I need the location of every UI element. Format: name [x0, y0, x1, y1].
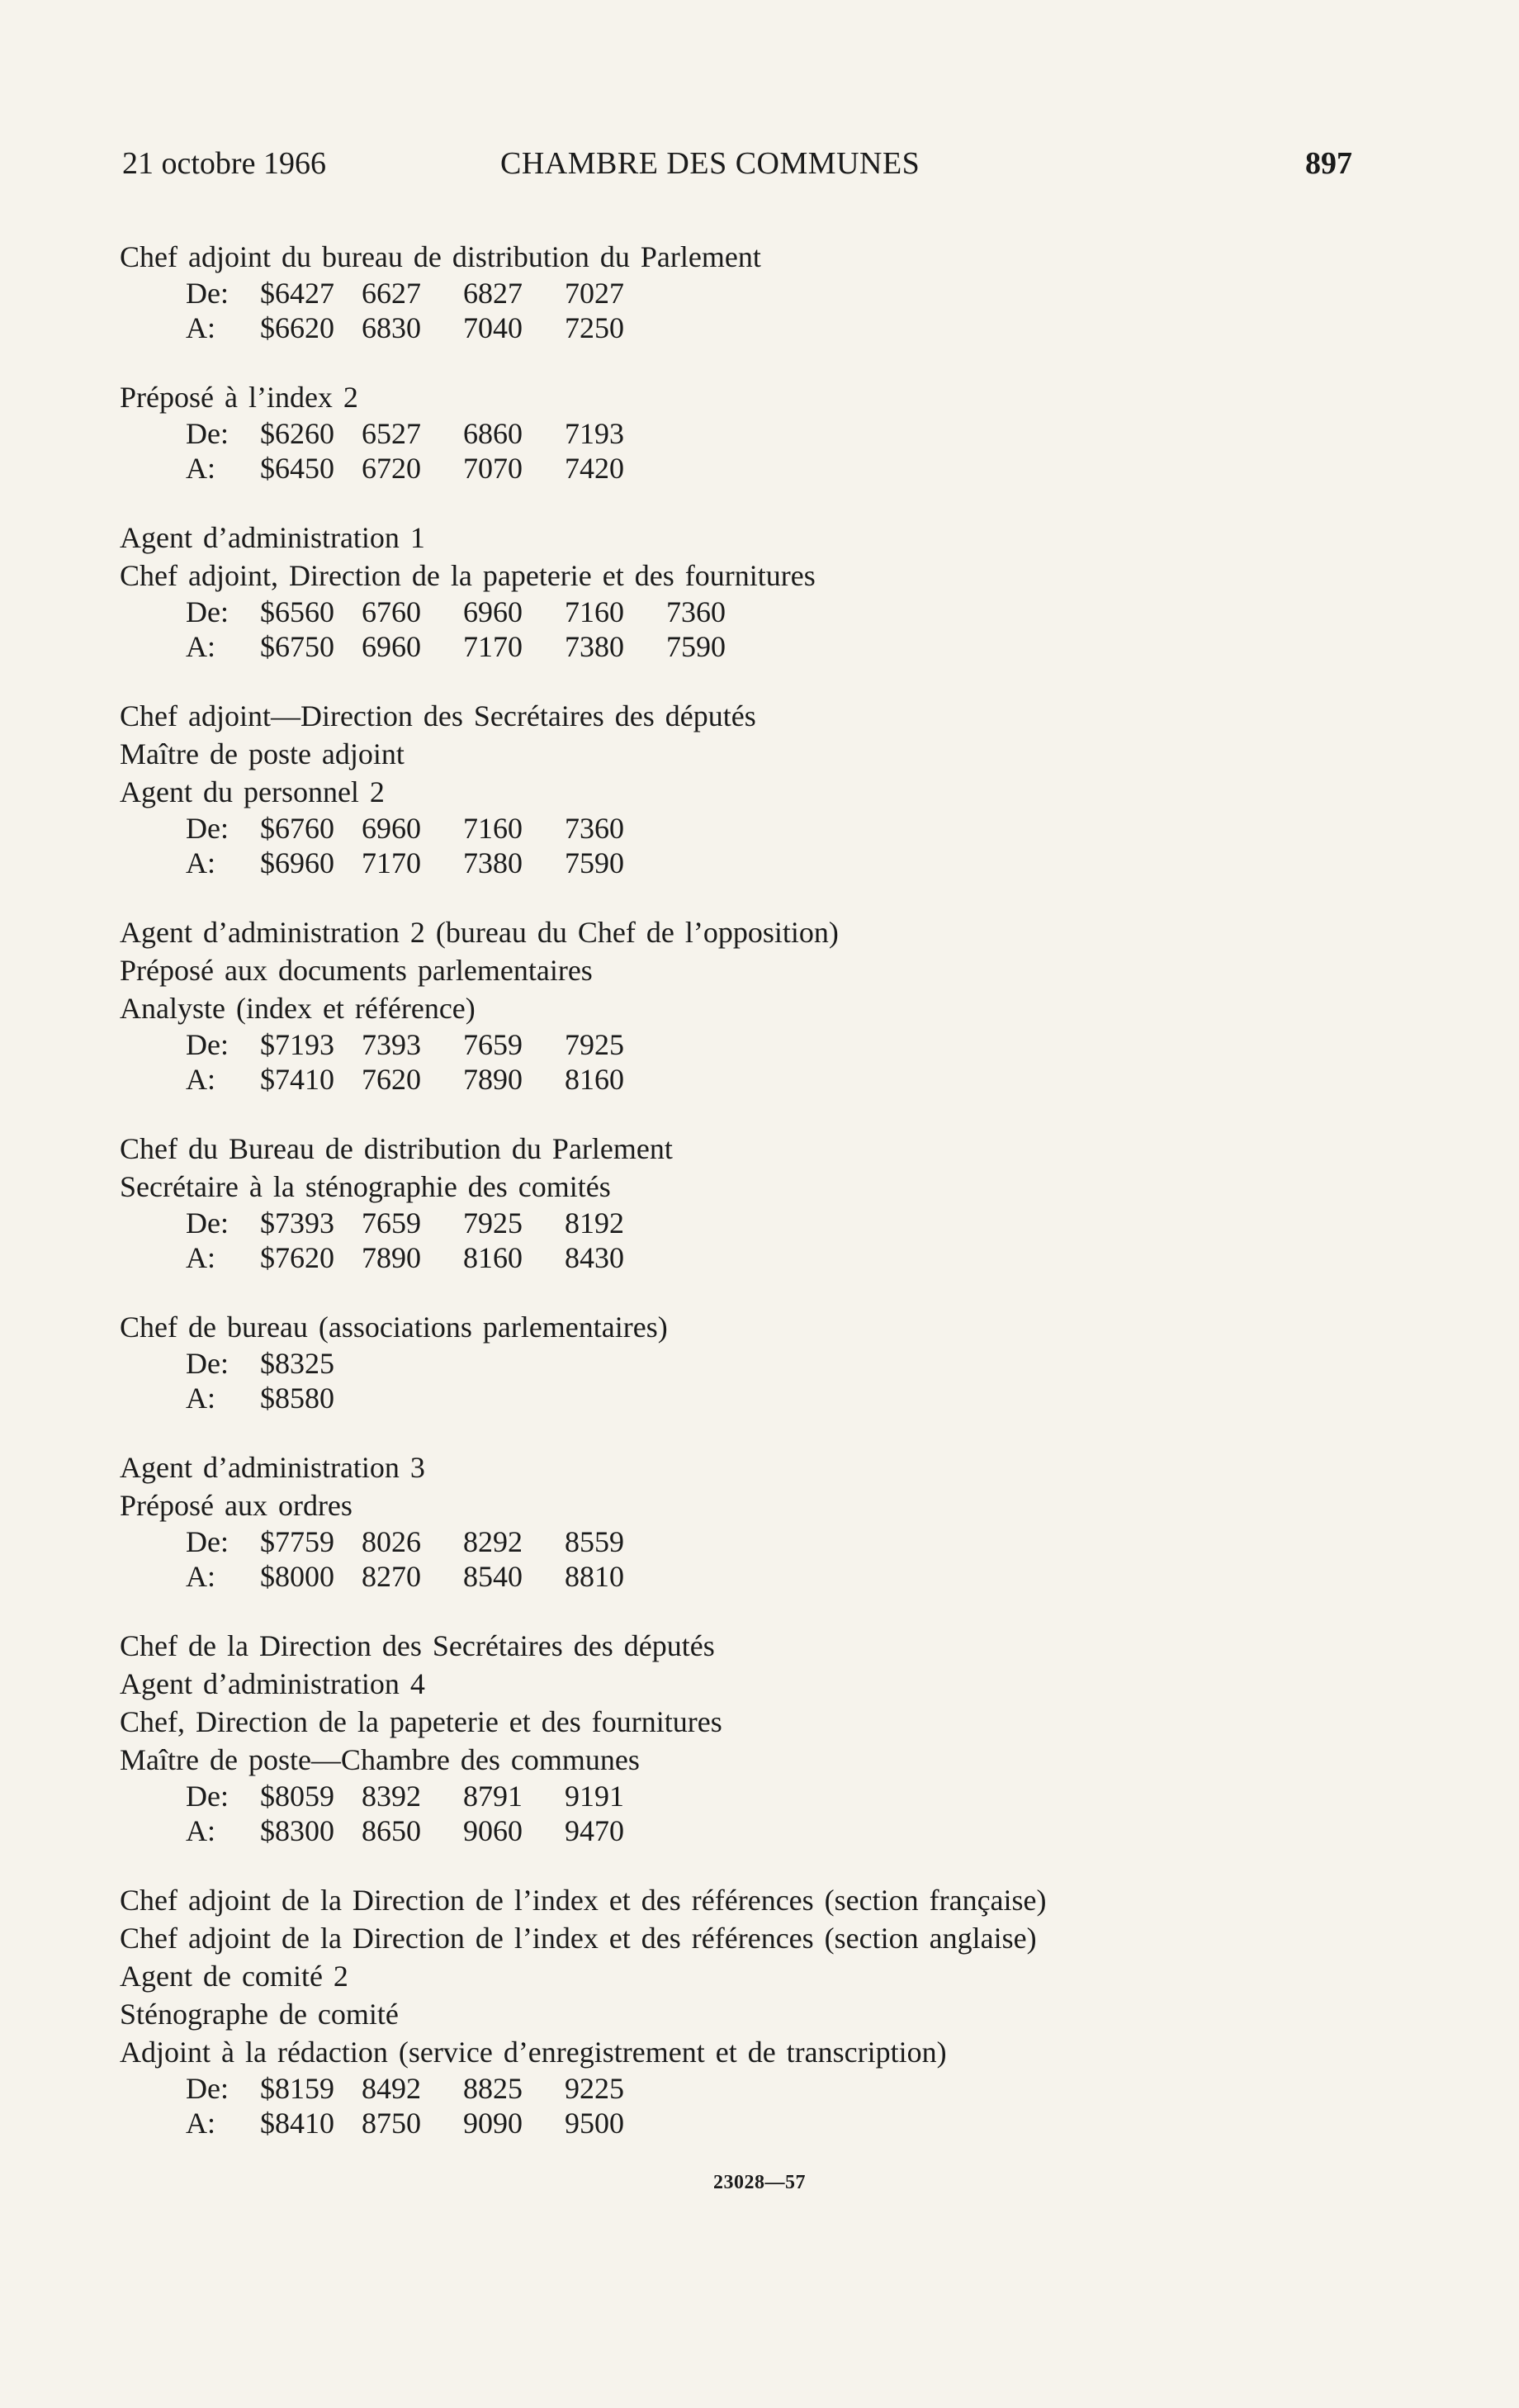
salary-row-label: A: — [186, 630, 215, 663]
salary-row-from — [120, 1027, 1408, 1062]
salary-value: 7380 — [565, 630, 624, 663]
salary-value: $7620 — [260, 1241, 334, 1274]
salary-row-from — [120, 1346, 1408, 1381]
salary-value: 7040 — [463, 311, 523, 344]
salary-value: $6560 — [260, 595, 334, 628]
position-group — [120, 1627, 1408, 1848]
position-title: Chef adjoint, Direction de la papeterie et des fournitures — [120, 559, 816, 592]
position-group — [120, 238, 1408, 345]
position-title: Chef de bureau (associations parlementaires) — [120, 1311, 668, 1344]
salary-value: 9090 — [463, 2107, 523, 2140]
salary-row-label: De: — [186, 1028, 229, 1061]
salary-row-to — [120, 1559, 1408, 1594]
salary-row-label: A: — [186, 1241, 215, 1274]
salary-value: 8810 — [565, 1560, 624, 1593]
salary-value: 6860 — [463, 417, 523, 450]
header-date: 21 octobre 1966 — [122, 146, 326, 181]
salary-value: 7170 — [362, 846, 421, 879]
salary-value: 8392 — [362, 1780, 421, 1813]
salary-row-label: De: — [186, 1525, 229, 1558]
position-title: Adjoint à la rédaction (service d’enregistrement et de transcription) — [120, 2036, 947, 2069]
salary-value: 7170 — [463, 630, 523, 663]
salary-value: 8750 — [362, 2107, 421, 2140]
salary-row-label: De: — [186, 1347, 229, 1380]
salary-value: $8410 — [260, 2107, 334, 2140]
salary-row-from — [120, 276, 1408, 310]
salary-value: 6827 — [463, 277, 523, 310]
salary-value: 9060 — [463, 1814, 523, 1847]
position-group — [120, 1130, 1408, 1275]
salary-value: $6620 — [260, 311, 334, 344]
position-title: Chef adjoint de la Direction de l’index et des références (section anglaise) — [120, 1922, 1037, 1955]
salary-value: 7360 — [666, 595, 726, 628]
salary-value: 7360 — [565, 812, 624, 845]
salary-value: 7620 — [362, 1063, 421, 1096]
position-title: Analyste (index et référence) — [120, 992, 476, 1025]
salary-row-label: De: — [186, 277, 229, 310]
salary-value: 8559 — [565, 1525, 624, 1558]
position-title: Chef adjoint de la Direction de l’index et des références (section française) — [120, 1884, 1047, 1917]
salary-row-from — [120, 595, 1408, 629]
salary-value: 8540 — [463, 1560, 523, 1593]
salary-value: $7410 — [260, 1063, 334, 1096]
salary-row-label: A: — [186, 452, 215, 485]
salary-value: 7590 — [666, 630, 726, 663]
salary-value: 6760 — [362, 595, 421, 628]
salary-value: 7193 — [565, 417, 624, 450]
salary-value: 7890 — [463, 1063, 523, 1096]
salary-value: $7393 — [260, 1206, 334, 1240]
position-group — [120, 1448, 1408, 1594]
salary-value: 8292 — [463, 1525, 523, 1558]
salary-row-label: A: — [186, 1063, 215, 1096]
salary-value: 6830 — [362, 311, 421, 344]
position-title: Chef du Bureau de distribution du Parlement — [120, 1132, 673, 1165]
salary-value: 6960 — [362, 630, 421, 663]
salary-value: $6960 — [260, 846, 334, 879]
salary-value: 7925 — [565, 1028, 624, 1061]
salary-value: $6760 — [260, 812, 334, 845]
position-title: Chef de la Direction des Secrétaires des députés — [120, 1629, 715, 1662]
salary-value: $8580 — [260, 1382, 334, 1415]
salary-row-label: De: — [186, 417, 229, 450]
salary-value: 7420 — [565, 452, 624, 485]
salary-value: 7890 — [362, 1241, 421, 1274]
position-title: Préposé à l’index 2 — [120, 381, 358, 414]
salary-value: 8492 — [362, 2072, 421, 2105]
salary-value: $8325 — [260, 1347, 334, 1380]
salary-value: 9500 — [565, 2107, 624, 2140]
salary-value: 6527 — [362, 417, 421, 450]
page-header — [122, 145, 1352, 195]
position-title: Sténographe de comité — [120, 1998, 399, 2031]
salary-value: $7759 — [260, 1525, 334, 1558]
salary-row-label: De: — [186, 1206, 229, 1240]
salary-value: 8026 — [362, 1525, 421, 1558]
salary-row-label: A: — [186, 1814, 215, 1847]
salary-value: $6427 — [260, 277, 334, 310]
salary-value: 6960 — [362, 812, 421, 845]
position-title: Agent de comité 2 — [120, 1960, 348, 1993]
salary-row-from — [120, 1206, 1408, 1240]
salary-value: 6960 — [463, 595, 523, 628]
salary-value: $8059 — [260, 1780, 334, 1813]
salary-value: 8825 — [463, 2072, 523, 2105]
position-group — [120, 378, 1408, 486]
salary-value: 7659 — [362, 1206, 421, 1240]
salary-value: $6260 — [260, 417, 334, 450]
salary-value: $6750 — [260, 630, 334, 663]
position-title: Agent d’administration 4 — [120, 1667, 425, 1700]
salary-row-from — [120, 1779, 1408, 1813]
position-title: Agent d’administration 3 — [120, 1451, 425, 1484]
salary-row-label: A: — [186, 2107, 215, 2140]
salary-row-to — [120, 1813, 1408, 1848]
salary-row-to — [120, 1381, 1408, 1415]
salary-row-label: De: — [186, 2072, 229, 2105]
position-group — [120, 519, 1408, 664]
salary-value: 8160 — [565, 1063, 624, 1096]
salary-value: $8000 — [260, 1560, 334, 1593]
salary-value: 7070 — [463, 452, 523, 485]
footer-code: 23028—57 — [713, 2172, 806, 2193]
salary-value: $7193 — [260, 1028, 334, 1061]
salary-row-to — [120, 1062, 1408, 1097]
position-group — [120, 913, 1408, 1097]
salary-row-from — [120, 416, 1408, 451]
salary-row-to — [120, 1240, 1408, 1275]
salary-value: 7027 — [565, 277, 624, 310]
salary-value: 7160 — [565, 595, 624, 628]
salary-row-from — [120, 811, 1408, 846]
salary-row-to — [120, 451, 1408, 486]
salary-value: 8270 — [362, 1560, 421, 1593]
salary-value: 7659 — [463, 1028, 523, 1061]
position-title: Secrétaire à la sténographie des comités — [120, 1170, 611, 1203]
header-title: CHAMBRE DES COMMUNES — [500, 146, 920, 181]
position-title: Maître de poste adjoint — [120, 737, 405, 770]
salary-row-to — [120, 629, 1408, 664]
salary-value: 7380 — [463, 846, 523, 879]
salary-value: 7590 — [565, 846, 624, 879]
position-title: Chef adjoint—Direction des Secrétaires des députés — [120, 699, 756, 732]
salary-value: 9470 — [565, 1814, 624, 1847]
position-title: Préposé aux documents parlementaires — [120, 954, 593, 987]
salary-value: 7925 — [463, 1206, 523, 1240]
salary-value: 8192 — [565, 1206, 624, 1240]
salary-value: $8300 — [260, 1814, 334, 1847]
salary-value: 8160 — [463, 1241, 523, 1274]
salary-row-from — [120, 2071, 1408, 2106]
salary-row-label: De: — [186, 812, 229, 845]
position-title: Maître de poste—Chambre des communes — [120, 1743, 640, 1776]
salary-row-from — [120, 1524, 1408, 1559]
position-title: Préposé aux ordres — [120, 1489, 353, 1522]
position-title: Agent d’administration 2 (bureau du Chef de l’opposition) — [120, 916, 839, 949]
salary-value: 8791 — [463, 1780, 523, 1813]
salary-value: 9225 — [565, 2072, 624, 2105]
salary-row-to — [120, 846, 1408, 880]
salary-row-label: A: — [186, 1382, 215, 1415]
salary-row-label: A: — [186, 1560, 215, 1593]
salary-value: $8159 — [260, 2072, 334, 2105]
salary-row-to — [120, 2106, 1408, 2140]
position-group — [120, 1881, 1408, 2140]
position-group — [120, 697, 1408, 880]
salary-value: 8650 — [362, 1814, 421, 1847]
salary-row-to — [120, 310, 1408, 345]
salary-value: 8430 — [565, 1241, 624, 1274]
salary-listing — [120, 238, 1408, 2173]
salary-value: $6450 — [260, 452, 334, 485]
position-title: Agent du personnel 2 — [120, 775, 385, 808]
salary-value: 7250 — [565, 311, 624, 344]
salary-row-label: A: — [186, 311, 215, 344]
salary-row-label: De: — [186, 595, 229, 628]
salary-value: 7160 — [463, 812, 523, 845]
position-title: Agent d’administration 1 — [120, 521, 425, 554]
salary-value: 6627 — [362, 277, 421, 310]
salary-value: 6720 — [362, 452, 421, 485]
salary-value: 7393 — [362, 1028, 421, 1061]
salary-value: 9191 — [565, 1780, 624, 1813]
page-number: 897 — [1305, 146, 1352, 181]
position-title: Chef, Direction de la papeterie et des fournitures — [120, 1705, 722, 1738]
position-group — [120, 1308, 1408, 1415]
position-title: Chef adjoint du bureau de distribution du Parlement — [120, 240, 761, 273]
salary-row-label: A: — [186, 846, 215, 879]
salary-row-label: De: — [186, 1780, 229, 1813]
